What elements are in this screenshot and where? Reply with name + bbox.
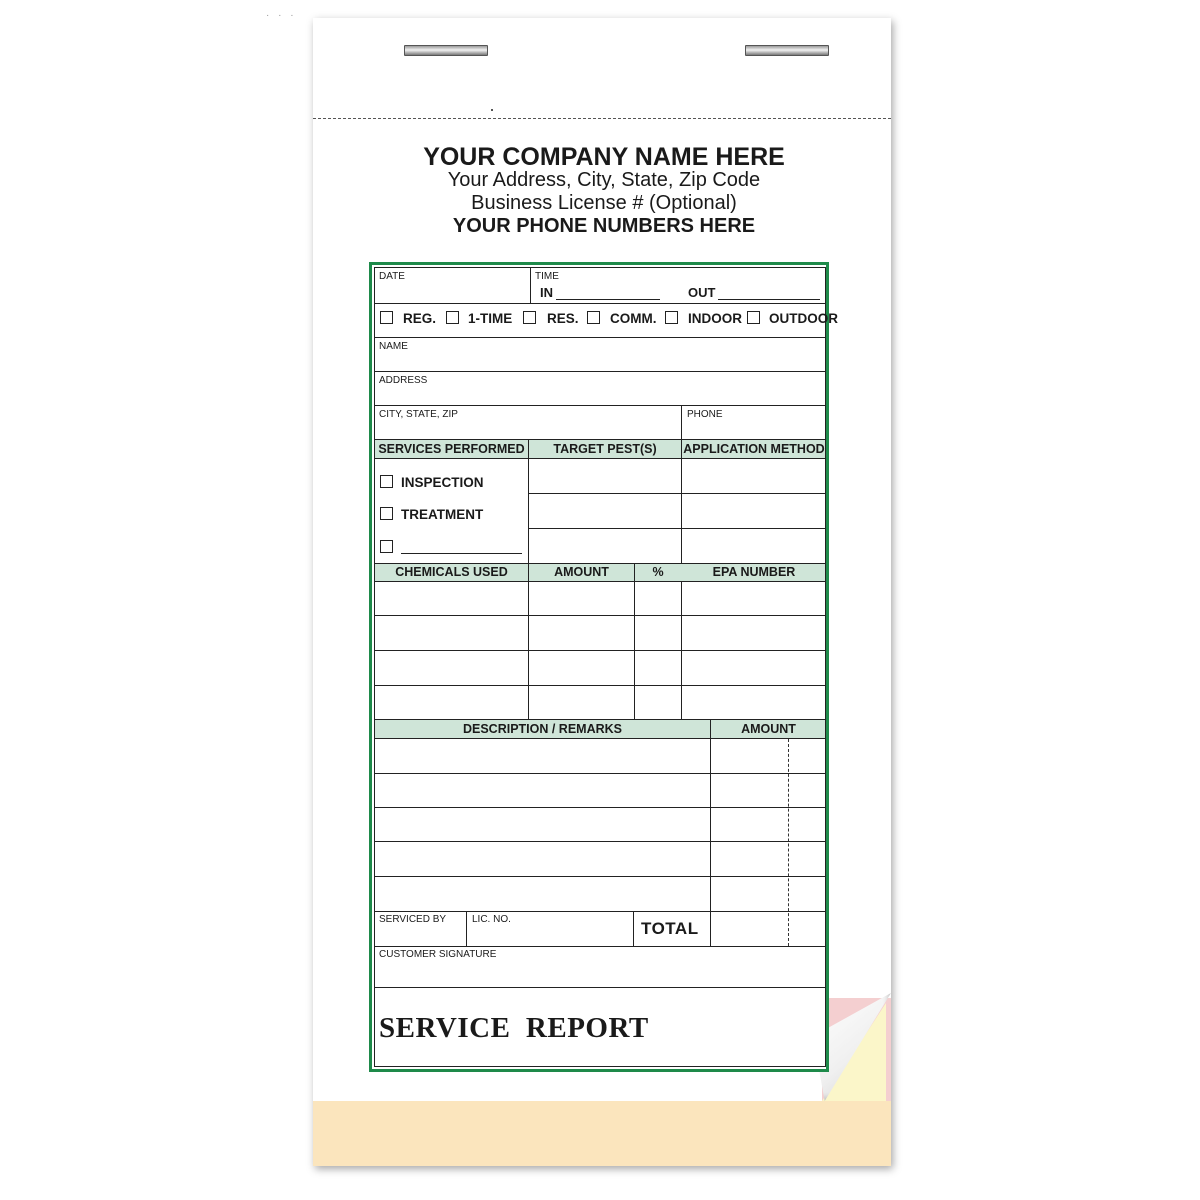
- service-form: [369, 262, 838, 1072]
- time-in-label: IN: [540, 285, 553, 300]
- percent-header: %: [652, 565, 664, 579]
- address-label: ADDRESS: [379, 375, 428, 386]
- total-label: TOTAL: [641, 919, 699, 938]
- outdoor-checkbox[interactable]: [747, 311, 760, 324]
- lic-no-label: LIC. NO.: [472, 914, 511, 925]
- rule: [375, 685, 825, 686]
- rule: [375, 807, 825, 808]
- cents-divider: [788, 739, 789, 946]
- staple-left: [404, 45, 488, 56]
- name-label: NAME: [379, 341, 408, 352]
- carbonless-copy-edge: [313, 1101, 891, 1166]
- rule: [375, 650, 825, 651]
- rule: [529, 493, 826, 494]
- date-time-divider: [530, 268, 531, 303]
- rule: [375, 337, 825, 338]
- phone-divider: [681, 405, 682, 439]
- time-out-field[interactable]: [718, 299, 820, 300]
- one-time-label: 1-TIME: [468, 311, 513, 326]
- time-out-label: OUT: [688, 285, 716, 300]
- rule: [375, 405, 825, 406]
- comm-label: COMM.: [610, 311, 657, 326]
- indoor-checkbox[interactable]: [665, 311, 678, 324]
- serviced-by-label: SERVICED BY: [379, 914, 447, 925]
- company-phone: YOUR PHONE NUMBERS HERE: [452, 215, 756, 237]
- reg-checkbox[interactable]: [380, 311, 393, 324]
- business-license: Business License # (Optional): [471, 192, 737, 214]
- rule: [375, 911, 825, 912]
- target-pests-header: TARGET PEST(S): [553, 442, 657, 456]
- description-remarks-header: DESCRIPTION / REMARKS: [462, 722, 623, 736]
- col-divider: [528, 439, 529, 563]
- inspection-checkbox[interactable]: [380, 475, 393, 488]
- treatment-checkbox[interactable]: [380, 507, 393, 520]
- rule: [375, 841, 825, 842]
- col-divider: [528, 563, 529, 719]
- rule: [375, 946, 825, 947]
- col-divider: [466, 911, 467, 946]
- chemicals-used-header: CHEMICALS USED: [395, 565, 508, 579]
- form-grid: [374, 267, 838, 1067]
- time-in-field[interactable]: [556, 299, 660, 300]
- epa-number-header: EPA NUMBER: [712, 565, 796, 579]
- comm-checkbox[interactable]: [587, 311, 600, 324]
- res-checkbox[interactable]: [523, 311, 536, 324]
- rule: [375, 773, 825, 774]
- res-label: RES.: [547, 311, 579, 326]
- one-time-checkbox[interactable]: [446, 311, 459, 324]
- rule: [375, 303, 825, 304]
- perforation-dot: [491, 109, 493, 111]
- amount-header: AMOUNT: [554, 565, 609, 579]
- rule: [375, 876, 825, 877]
- perforation-line: [313, 118, 891, 119]
- staple-right: [745, 45, 829, 56]
- company-header: [313, 143, 895, 238]
- rule: [375, 987, 825, 988]
- rule: [375, 371, 825, 372]
- services-performed-header: SERVICES PERFORMED: [378, 442, 525, 456]
- inspection-label: INSPECTION: [401, 475, 484, 490]
- company-name: YOUR COMPANY NAME HERE: [423, 143, 785, 171]
- service-report-form-book: [313, 18, 891, 1166]
- company-address: Your Address, City, State, Zip Code: [447, 169, 761, 191]
- rule: [375, 615, 825, 616]
- remarks-amount-header: AMOUNT: [741, 722, 796, 736]
- reg-label: REG.: [403, 311, 437, 326]
- col-divider: [633, 911, 634, 946]
- col-divider: [634, 563, 635, 719]
- phone-label: PHONE: [687, 409, 723, 420]
- date-label: DATE: [379, 271, 405, 282]
- city-state-zip-label: CITY, STATE, ZIP: [379, 409, 458, 420]
- indoor-label: INDOOR: [688, 311, 742, 326]
- other-service-checkbox[interactable]: [380, 540, 393, 553]
- other-service-field[interactable]: [401, 553, 522, 554]
- form-title: SERVICE REPORT: [379, 1012, 649, 1044]
- rule: [529, 528, 826, 529]
- outdoor-label: OUTDOOR: [769, 311, 838, 326]
- treatment-label: TREATMENT: [401, 507, 484, 522]
- application-method-header: APPLICATION METHOD: [683, 442, 825, 456]
- corner-dots: · · ·: [266, 10, 297, 21]
- time-label: TIME: [535, 271, 559, 282]
- customer-signature-label: CUSTOMER SIGNATURE: [379, 949, 497, 960]
